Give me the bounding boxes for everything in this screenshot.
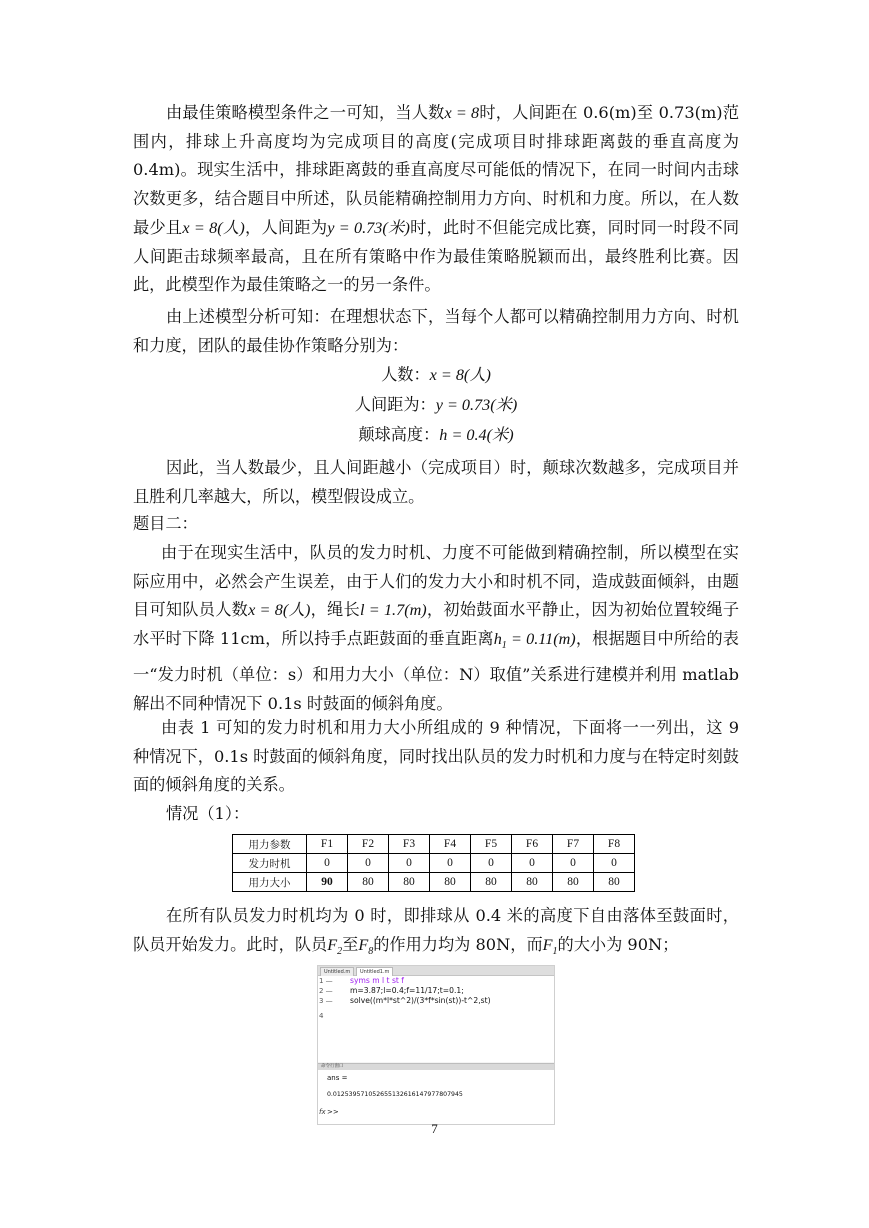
table-cell: F1 [307,835,348,854]
line-number: 4 [319,1012,324,1020]
text-run: 时，此时不但能完成比赛，同时同一时段不同人间距击球频率最高，且在所有策略中作为最佳策略脱颖而出，最终胜利比赛。因此，此模型作为最佳策略之一的另一条件。 [133,217,740,295]
text-run: ，绳长 [310,600,360,620]
table-cell: F5 [471,835,512,854]
line-number: 3 — [319,997,333,1005]
case-label: 情况（1）： [166,804,250,823]
text-run: 的作用力均为 80N，而 [373,934,543,954]
math-sub: 2 [337,945,343,957]
math-l-eq-17: l = 1.7(m) [359,601,427,620]
line-number-gutter [318,976,340,1062]
table-cell: 0 [512,854,553,873]
ans-value: 0.012539571052655132616147977807945 [327,1091,463,1098]
table-cell: 80 [512,873,553,892]
editor-tab-bar [318,966,554,976]
math-x-eq-8-people: x = 8(人) [248,601,311,620]
table-cell: 0 [553,854,594,873]
table-cell: 0 [348,854,389,873]
math-rest: = 0.11(m) [506,630,576,649]
text-run: 的大小为 90N； [557,934,679,954]
text-run: 由最佳策略模型条件之一可知，当人数 [166,103,445,122]
equation-height [133,421,739,449]
table-cell: 用力大小 [233,873,307,892]
table-cell: 80 [430,873,471,892]
command-window [318,1070,554,1124]
math-f1 [542,935,558,957]
table-cell: 用力参数 [233,835,307,854]
math-sub: 1 [501,640,507,652]
math-var: F [542,935,553,954]
page-number: 7 [431,1121,438,1136]
table-row [233,835,635,854]
code-line [350,976,404,985]
math-sub: 8 [368,945,374,957]
math-x-eq-8: x = 8 [444,104,480,122]
paragraph-model-analysis: 由上述模型分析可知：在理想状态下，当每个人都可以精确控制用力方向、时机和力度，团队的最佳协作策略分别为： [133,307,739,355]
math-var: F [327,935,338,954]
command-prompt: >> [327,1108,339,1116]
paragraph-conclusion: 因此，当人数最少，且人间距越小（完成项目）时，颠球次数越多，完成项目并且胜利几率越大，所以，模型假设成立。 [133,458,739,506]
table-cell: 80 [471,873,512,892]
paragraph-nine-cases: 由表 1 可知的发力时机和用力大小所组成的 9 种情况，下面将一一列出，这 9 种情况下，0.1s 时鼓面的倾斜角度，同时找出队员的发力时机和力度与在特定时刻鼓面的倾斜角度的关系。 [133,718,739,795]
line-number: 1 — [319,977,333,985]
equation-value: x = 8(人) [429,366,491,384]
table-cell: 0 [389,854,430,873]
math-h1 [493,630,576,652]
equation-value: h = 0.4(米) [439,426,514,444]
text-run: 在所有队员发力时机均为 0 时，即排球从 0.4 米的高度下自由落体至鼓面时，队员开始发力。此时，队员 [133,906,739,954]
table-cell: F7 [553,835,594,854]
text-run: ，根据题目中所给的表一“发力时机（单位：s）和用力大小（单位：N）取值”关系进行建模并利用 matlab 解出不同种情况下 0.1s 时鼓面的倾斜角度。 [133,629,739,713]
force-parameter-table [232,834,635,892]
text-run: ，初始鼓面水平静止，因为初始位置较绳子水平时下降 11cm，所以持手点距鼓面的垂直距离 [133,600,740,649]
equation-value: y = 0.73(米) [435,396,518,414]
fx-icon: fx [319,1108,326,1116]
table-cell: 80 [389,873,430,892]
code-editor [318,976,554,1062]
equation-spacing [133,391,739,419]
code-keyword: syms [350,976,370,985]
code-line: m=3.87;l=0.4;f=11/17;t=0.1; [350,986,464,995]
table-cell: F6 [512,835,553,854]
matlab-screenshot [317,965,555,1125]
paragraph-problem-two [133,539,739,718]
equation-label: 颠球高度： [358,425,440,444]
table-cell: 80 [594,873,635,892]
table-cell: 0 [471,854,512,873]
paragraph-strategy-condition [133,99,739,300]
equation-label: 人间距为： [354,395,436,414]
math-sub: 1 [552,945,558,957]
math-y-eq-073: y = 0.73(米) [327,218,410,237]
math-var: F [358,935,369,954]
paragraph-case-one [133,902,739,967]
math-x-eq-8-people: x = 8(人) [182,218,245,237]
table-cell: 0 [430,854,471,873]
text-run: ，人间距为 [244,217,328,237]
equation-label: 人数： [381,365,430,384]
table-cell: 0 [307,854,348,873]
equation-people [133,361,739,389]
math-f2 [327,935,343,957]
code-symbols: m l t st f [369,976,404,985]
table-cell: F2 [348,835,389,854]
table-cell: F8 [594,835,635,854]
command-window-title: 命令行窗口 [321,1064,344,1069]
editor-tab-active: Untitled1.m [356,967,393,976]
table-cell: F4 [430,835,471,854]
ans-label: ans = [327,1074,348,1082]
math-var: h [493,630,502,649]
table-cell: 80 [348,873,389,892]
text-run: 时，人间距在 0.6(m)至 0.73(m)范围内，排球上升高度均为完成项目的高度(完成项目时排球距离鼓的垂直高度为 0.4m)。现实生活中，排球距离鼓的垂直高度尽可能低的情况下，在同一时间内击球次数更多，结合题目中所述，队员能精确控制用力方向、时机和力度。所以，在人数最少且 [133,103,740,237]
section-heading: 题目二： [133,514,198,533]
math-f8 [358,935,374,957]
table-cell: 0 [594,854,635,873]
table-cell: 90 [307,873,348,892]
table-cell: 发力时机 [233,854,307,873]
table-row [233,873,635,892]
text-run: 至 [342,934,359,954]
editor-tab: Untitled.m [320,967,354,976]
table-cell: F3 [389,835,430,854]
table-row [233,854,635,873]
line-number: 2 — [319,987,333,995]
table-cell: 80 [553,873,594,892]
text-run: 由于在现实生活中，队员的发力时机、力度不可能做到精确控制，所以模型在实际应用中，必然会产生误差，由于人们的发力大小和时机不同，造成鼓面倾斜，由题目可知队员人数 [133,543,739,620]
code-line: solve((m*l*st^2)/(3*f*sin(st))-t^2,st) [350,996,491,1005]
